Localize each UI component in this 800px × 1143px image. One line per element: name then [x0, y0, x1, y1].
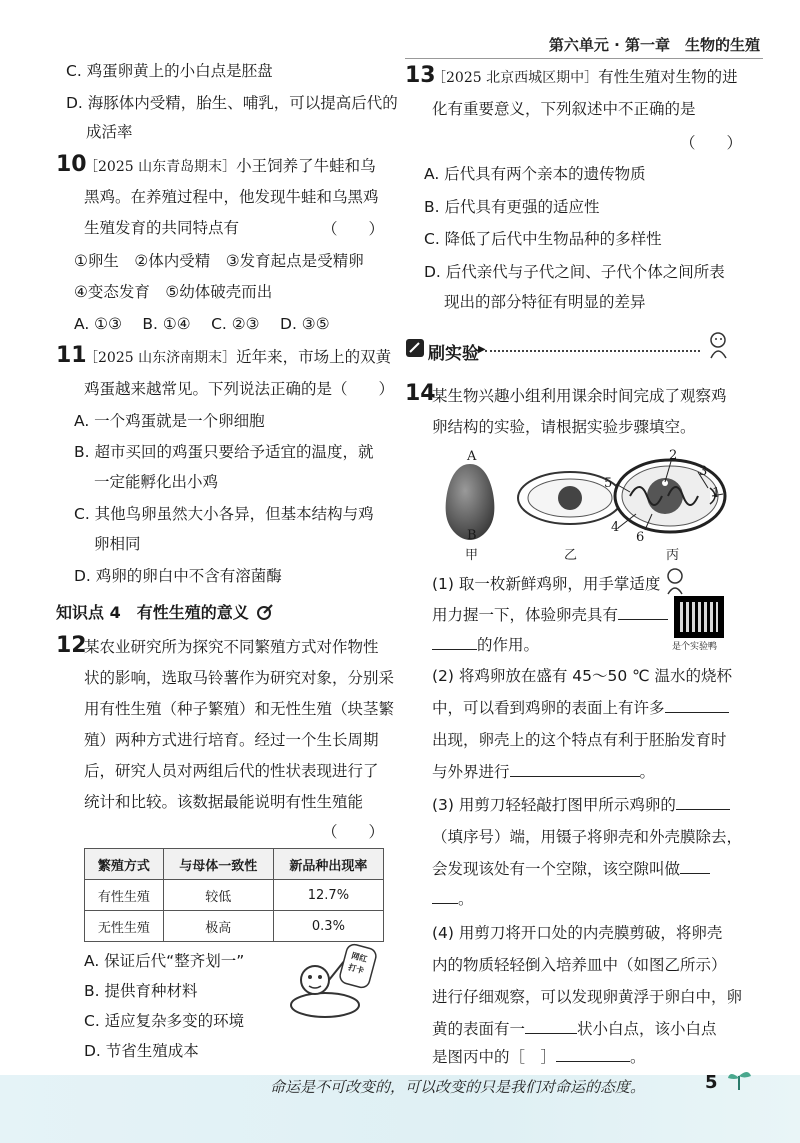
q13-stem-text1: 有性生殖对生物的进 — [598, 68, 738, 86]
q12-option-d: D. 节省生殖成本 — [84, 1042, 199, 1060]
q12-data-table — [84, 848, 384, 942]
arrow-icon: ▶ — [478, 344, 486, 355]
egg-yolk — [558, 486, 582, 510]
q12-number: 12 — [56, 633, 87, 658]
lab-mascot-icon — [704, 330, 734, 362]
q11-option-d: D. 鸡卵的卵白中不含有溶菌酶 — [74, 567, 282, 585]
table-row — [85, 880, 384, 911]
q9-option-d-line1: D. 海豚体内受精，胎生、哺乳，可以提高后代的 — [66, 94, 398, 112]
experiment-section-icon — [405, 338, 425, 358]
q14-step4-text5: 是图丙中的［ ］ — [432, 1048, 557, 1066]
fig-caption-bing: 丙 — [666, 548, 680, 563]
q13-option-a: A. 后代具有两个亲本的遗传物质 — [424, 165, 646, 183]
q10-answer-paren[interactable]: （ ） — [322, 220, 385, 238]
q11-stem-line2: 鸡蛋越来越常见。下列说法正确的是（ ） — [84, 380, 395, 398]
q14-step1-blank-b[interactable] — [432, 649, 477, 650]
q10-stem-line1 — [84, 155, 376, 178]
q14-step3-blank-a[interactable] — [676, 809, 730, 810]
q14-step4-line4 — [432, 1018, 717, 1040]
table-cell: 12.7% — [273, 880, 383, 911]
q14-step2-text2: 中，可以看到鸡卵的表面上有许多 — [432, 699, 665, 717]
table-header-cell: 繁殖方式 — [85, 849, 164, 880]
table-row — [85, 911, 384, 942]
q13-stem-line1 — [432, 66, 738, 89]
q12-answer-paren[interactable]: （ ） — [322, 823, 385, 841]
q11-option-c-line1: C. 其他鸟卵虽然大小各异，但基本结构与鸡 — [74, 505, 374, 523]
q10-items-line1: ①卵生 ②体内受精 ③发育起点是受精卵 — [74, 252, 364, 270]
q11-option-c-line2: 卵相同 — [94, 535, 141, 553]
q14-step1-text3: 的作用。 — [477, 636, 540, 654]
q11-option-b-line2: 一定能孵化出小鸡 — [94, 473, 219, 491]
q13-option-d-line2: 现出的部分特征有明显的差异 — [444, 293, 646, 311]
knowledge-point-4 — [56, 600, 274, 623]
q14-step4-line5 — [432, 1046, 646, 1068]
q11-option-a: A. 一个鸡蛋就是一个卵细胞 — [74, 412, 265, 430]
fig-label-3: 3 — [699, 464, 708, 479]
fig-label-4: 4 — [611, 520, 620, 535]
q13-option-d-line1: D. 后代亲代与子代之间、子代个体之间所表 — [424, 263, 725, 281]
q14-step4-text4b: 状小白点，该小白点 — [577, 1020, 717, 1038]
table-header-cell: 与母体一致性 — [163, 849, 273, 880]
q10-items-line2: ④变态发育 ⑤幼体破壳而出 — [74, 283, 273, 301]
q14-step3-blank-b[interactable] — [680, 873, 710, 874]
sprout-icon — [724, 1066, 754, 1092]
table-cell: 无性生殖 — [85, 911, 164, 942]
q14-step3-text1: (3) 用剪刀轻轻敲打图甲所示鸡卵的 — [432, 796, 676, 814]
q14-step3-text3: 会发现该处有一个空隙，该空隙叫做 — [432, 860, 681, 878]
q12-stem-line1: 某农业研究所为探究不同繁殖方式对作物性 — [84, 638, 379, 656]
kp4-title: 知识点 4 有性生殖的意义 — [56, 603, 249, 622]
fig-label-6: 6 — [636, 530, 645, 545]
q12-option-a: A. 保证后代“整齐划一” — [84, 952, 245, 970]
q12-option-b: B. 提供育种材料 — [84, 982, 198, 1000]
fig-caption-yi: 乙 — [564, 548, 578, 563]
q10-stem-line2: 黑鸡。在养殖过程中，他发现牛蛙和乌黑鸡 — [84, 188, 379, 206]
q10-number: 10 — [56, 152, 87, 177]
fig-label-2: 2 — [669, 448, 678, 463]
q14-step4-line1: (4) 用剪刀将开口处的内壳膜剪破，将卵壳 — [432, 924, 723, 942]
q12-stem-line6: 统计和比较。该数据最能说明有性生殖能 — [84, 793, 364, 811]
q14-step1-line2 — [432, 604, 668, 626]
q13-number: 13 — [405, 63, 436, 88]
q12-stem-line2: 状的影响，选取马铃薯作为研究对象，分别采 — [84, 669, 395, 687]
q14-step3-end: 。 — [458, 890, 474, 908]
q14-step1-line1: (1) 取一枚新鲜鸡卵，用手掌适度 — [432, 575, 661, 593]
egg-structure-figure — [440, 448, 740, 558]
header-divider — [405, 58, 763, 59]
mascot-icon — [660, 566, 690, 596]
page-header: 第六单元 · 第一章 生物的生殖 — [548, 36, 760, 54]
q10-stem-text1: 小王饲养了牛蛙和乌 — [236, 157, 376, 175]
q12-stem-line3: 用有性生殖（种子繁殖）和无性生殖（块茎繁 — [84, 700, 395, 718]
q11-number: 11 — [56, 343, 87, 368]
q9-option-d-line2: 成活率 — [86, 123, 133, 141]
table-cell: 较低 — [163, 880, 273, 911]
q14-step2-line2 — [432, 697, 729, 719]
q14-step4-line2: 内的物质轻轻倒入培养皿中（如图乙所示） — [432, 956, 727, 974]
q14-step3-line4 — [432, 888, 474, 910]
q11-stem-line1 — [84, 346, 391, 369]
q14-step2-line4 — [432, 761, 655, 783]
sticker-text: 网红 — [350, 951, 369, 964]
q14-step4-blank-b[interactable] — [556, 1061, 630, 1062]
fig-label-b: B — [467, 528, 477, 543]
q11-stem-text1: 近年来，市场上的双黄 — [236, 348, 392, 366]
q14-step3-line2: （填序号）端，用镊子将卵壳和外壳膜除去， — [432, 828, 743, 846]
q13-option-c: C. 降低了后代中生物品种的多样性 — [424, 230, 662, 248]
table-header-cell: 新品种出现率 — [273, 849, 383, 880]
q13-answer-paren[interactable]: （ ） — [680, 134, 743, 152]
q14-step2-blank-a[interactable] — [665, 712, 729, 713]
q12-stem-line4: 殖）两种方式进行培育。经过一个生长周期 — [84, 731, 379, 749]
q10-choices: A. ①③ B. ①④ C. ②③ D. ③⑤ — [74, 315, 330, 333]
q10-source: ［2025 山东青岛期末］ — [84, 159, 237, 175]
q14-step1-text2: 用力握一下，体验卵壳具有 — [432, 606, 619, 624]
q14-step3-line1 — [432, 794, 730, 816]
table-cell: 极高 — [163, 911, 273, 942]
fig-label-5: 5 — [604, 476, 613, 491]
table-cell: 0.3% — [273, 911, 383, 942]
q13-option-b: B. 后代具有更强的适应性 — [424, 198, 600, 216]
section-title: 刷实验 — [428, 344, 479, 364]
dotted-divider — [485, 350, 700, 352]
q14-step4-line3: 进行仔细观察，可以发现卵黄浮于卵白中，卵 — [432, 988, 743, 1006]
q14-number: 14 — [405, 381, 436, 406]
q14-stem-line2: 卵结构的实验，请根据实验步骤填空。 — [432, 418, 696, 436]
page-number: 5 — [705, 1072, 718, 1093]
qr-label: 是个实验鸭 — [672, 642, 718, 652]
q14-stem-line1: 某生物兴趣小组利用课余时间完成了观察鸡 — [432, 387, 727, 405]
q14-step3-blank-c[interactable] — [432, 903, 458, 904]
q13-stem-line2: 化有重要意义，下列叙述中不正确的是 — [432, 100, 696, 118]
footer-quote: 命运是不可改变的，可以改变的只是我们对命运的态度。 — [270, 1078, 646, 1096]
cartoon-sticker-icon — [285, 940, 380, 1022]
q13-source: ［2025 北京西城区期中］ — [432, 70, 599, 86]
q14-step3-line3 — [432, 858, 710, 880]
q14-step1-line3 — [432, 634, 539, 656]
fig-caption-jia: 甲 — [465, 548, 479, 563]
q12-option-c: C. 适应复杂多变的环境 — [84, 1012, 245, 1030]
q9-option-c: C. 鸡蛋卵黄上的小白点是胚盘 — [66, 62, 273, 80]
q11-option-b-line1: B. 超市买回的鸡蛋只要给予适宜的温度，就 — [74, 443, 374, 461]
fig-label-1: 1 — [712, 486, 721, 501]
q12-stem-line5: 后，研究人员对两组后代的性状表现进行了 — [84, 762, 379, 780]
q14-step2-end: 。 — [639, 763, 656, 781]
qr-pattern — [680, 602, 718, 632]
q14-step4-end: 。 — [630, 1048, 646, 1066]
table-header-row — [85, 849, 384, 880]
q14-step4-blank-a[interactable] — [525, 1033, 577, 1034]
q14-step1-blank-a[interactable] — [618, 619, 668, 620]
sticker-text: 打卡 — [347, 962, 366, 976]
fig-label-a: A — [467, 449, 477, 464]
q11-source: ［2025 山东济南期末］ — [84, 350, 237, 366]
table-cell: 有性生殖 — [85, 880, 164, 911]
q10-stem-line3: 生殖发育的共同特点有 — [84, 219, 240, 237]
q14-step2-line3: 出现，卵壳上的这个特点有利于胚胎发育时 — [432, 731, 727, 749]
pencil-check-icon — [256, 603, 274, 621]
q14-step2-text4: 与外界进行 — [432, 763, 510, 781]
q14-step4-text4a: 黄的表面有一 — [432, 1020, 526, 1038]
q14-step2-line1: (2) 将鸡卵放在盛有 45～50 ℃ 温水的烧杯 — [432, 667, 733, 685]
q14-step2-blank-b[interactable] — [510, 776, 640, 777]
